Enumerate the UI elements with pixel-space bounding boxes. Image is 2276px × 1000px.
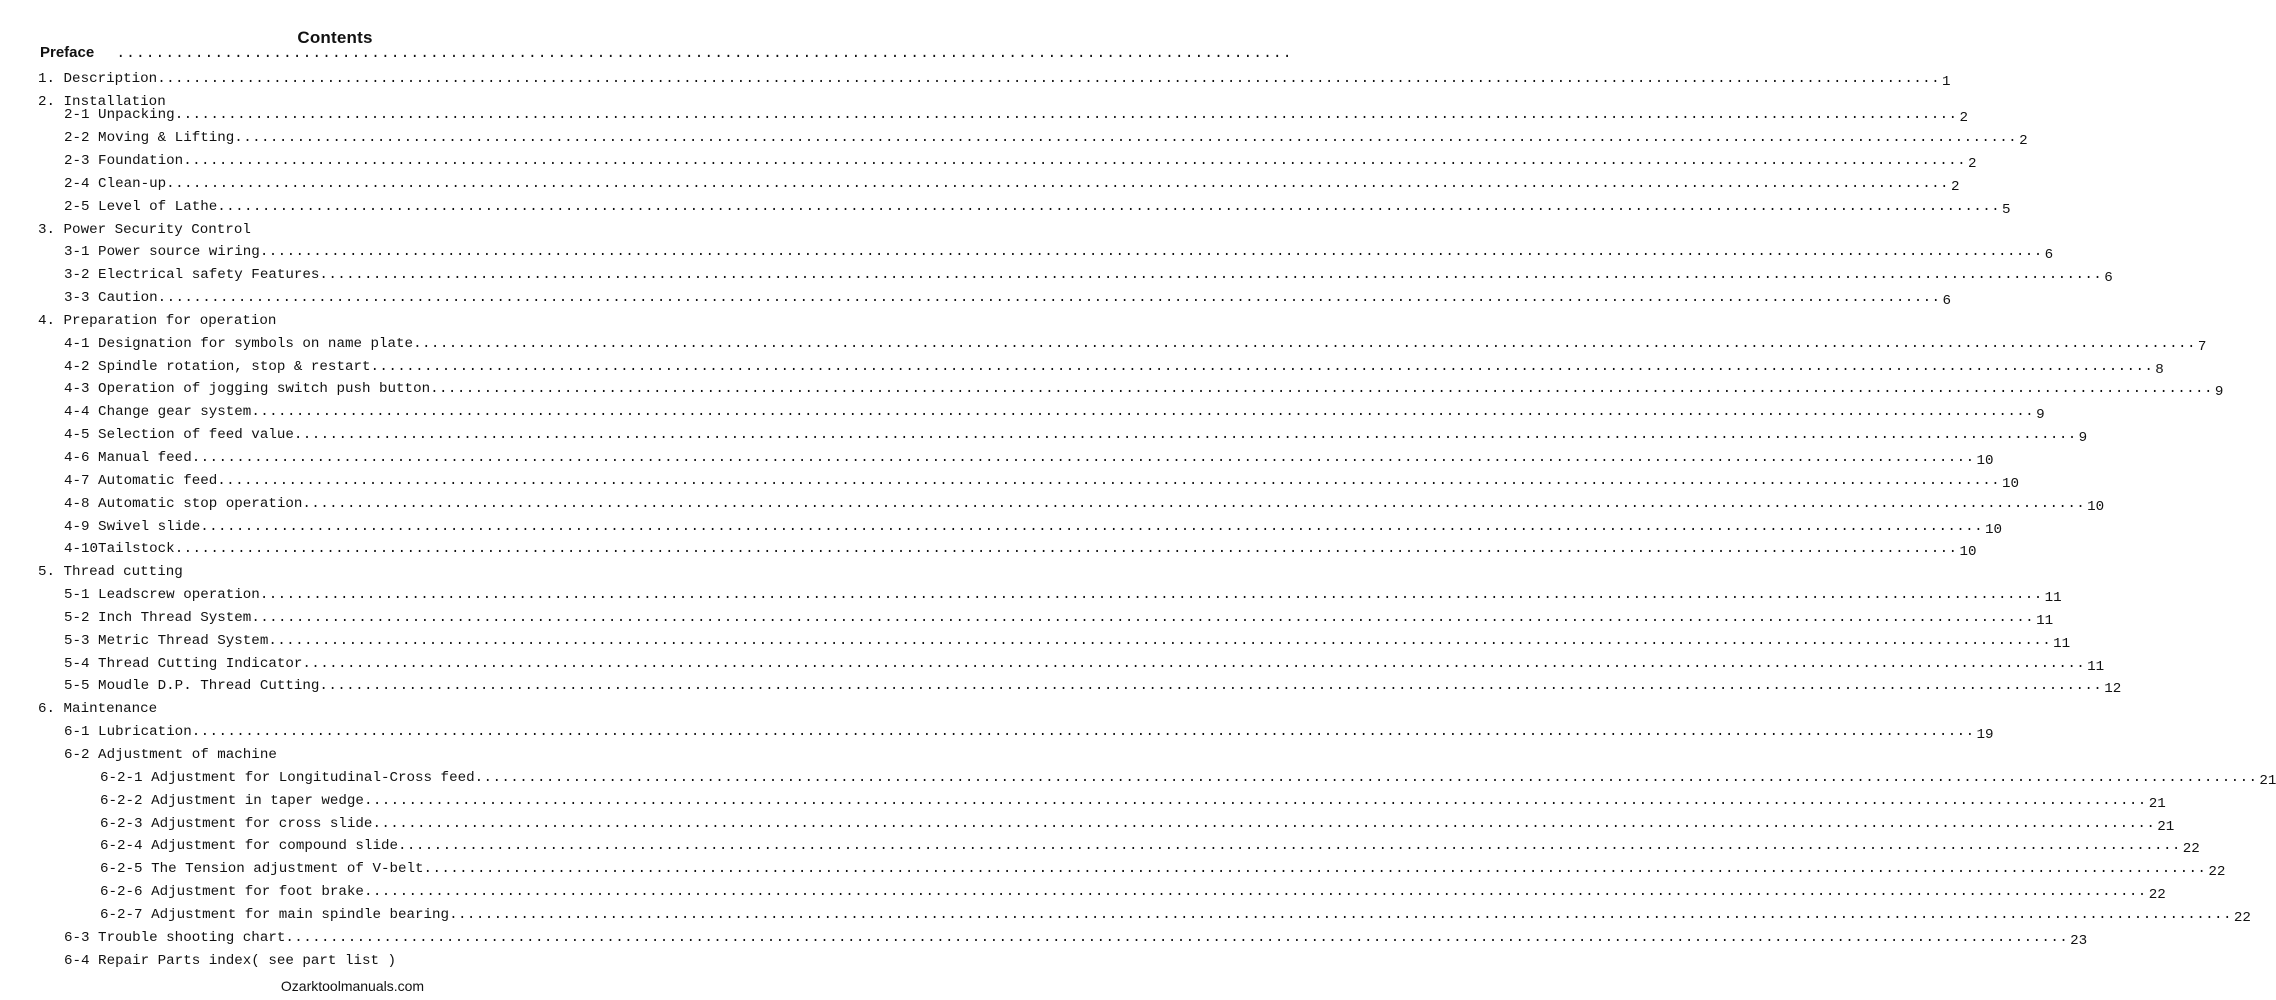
toc-page-number: 19 [1976, 727, 1994, 744]
toc-entry-label: 4-10Tailstock [64, 541, 175, 558]
toc-entry-label: 4-8 Automatic stop operation [64, 495, 303, 512]
toc-entry-label: 4-3 Operation of jogging switch push button [64, 381, 431, 398]
toc-entry [0, 905, 2251, 928]
toc-entry [0, 585, 2062, 608]
toc-page-number: 7 [2197, 338, 2207, 355]
toc-entry [0, 791, 2166, 814]
toc-entry-label: 4-7 Automatic feed [64, 472, 218, 489]
toc-entry [0, 105, 1968, 128]
toc-entry [0, 676, 2122, 699]
toc-entry [0, 562, 705, 585]
dot-leader: ........................................................................................................................................................................................................ [474, 769, 2258, 786]
toc-page-number: 22 [2233, 909, 2251, 926]
dot-leader: ........................................................................................................................................................................................................ [217, 198, 2001, 215]
dot-leader: ........................................................................................................................................................................................................ [423, 861, 2207, 878]
toc-entry-label: 6-2-7 Adjustment for main spindle bearing [100, 906, 450, 923]
toc-entry [0, 859, 2226, 882]
dot-leader: ........................................................................................................................................................................................................ [302, 655, 2086, 672]
toc-entry-label: 4-6 Manual feed [64, 450, 192, 466]
toc-entry-label: 6-2-3 Adjustment for cross slide [100, 815, 373, 832]
toc-entry [0, 631, 2071, 654]
toc-entry [0, 699, 705, 722]
toc-entry-label: 6-4 Repair Parts index( see part list ) [64, 952, 397, 969]
toc-entry-label: 5-2 Inch Thread System [64, 609, 252, 626]
toc-entry-label: 4-9 Swivel slide [64, 518, 201, 535]
toc-entry-label: 4-1 Designation for symbols on name plate [64, 335, 414, 352]
toc-entry [0, 357, 2164, 380]
toc-page-number: 21 [2259, 772, 2276, 789]
toc-entry-label: 2-5 Level of Lathe [64, 198, 218, 215]
toc-entry [0, 334, 2207, 357]
toc-entry [0, 722, 1994, 745]
toc-entry-label: 6-2-2 Adjustment in taper wedge [100, 792, 364, 809]
toc-page-number: 22 [2148, 887, 2166, 904]
dot-leader: ........................................................................................................................................................................................................ [191, 450, 1975, 466]
toc-page-number: 10 [2002, 475, 2020, 492]
toc-entry-label: 3. Power Security Control [38, 221, 251, 238]
dot-leader: ........................................................................................................................................................................................................ [370, 358, 2154, 375]
toc-entry-label: 2-4 Clean-up [64, 175, 167, 192]
toc-entry [0, 448, 1994, 471]
toc-page-number: 2 [1959, 110, 1968, 127]
toc-entry-label: 6-3 Trouble shooting chart [64, 929, 286, 946]
toc-page-number: 10 [1985, 521, 2003, 538]
toc-entry [0, 174, 1960, 197]
toc-entry-preface [40, 44, 1293, 62]
dot-leader: ........................................................................................................................................................................................................ [372, 815, 2156, 832]
toc-entry [0, 92, 705, 110]
toc-page-number: 6 [2044, 247, 2054, 264]
toc-entry-label: 3-2 Electrical safety Features [64, 267, 320, 284]
toc-entry-label: 5-5 Moudle D.P. Thread Cutting [64, 678, 320, 695]
dot-leader: ........................................................................................................................................................................................................ [285, 929, 2069, 946]
dot-leader: ........................................................................................................................................................................................................ [268, 632, 2052, 649]
toc-entry [0, 814, 2175, 837]
toc-page-number: 8 [2155, 361, 2164, 378]
footer-watermark: Ozarktoolmanuals.com [280, 978, 425, 994]
toc-entry [0, 928, 2088, 951]
toc-page-number: 9 [2214, 384, 2224, 401]
toc-entry-label: 3-3 Caution [64, 290, 158, 307]
toc-page-number: 11 [2087, 658, 2105, 675]
toc-page-number: 11 [2044, 590, 2062, 607]
toc-entry [0, 608, 2054, 631]
dot-leader: ........................................................................................................................................................................................................ [259, 587, 2043, 604]
toc-entry-label: 6-2-6 Adjustment for foot brake [100, 884, 364, 901]
toc-entry-label: 5. Thread cutting [38, 564, 183, 581]
toc-entry [0, 517, 2003, 540]
dot-leader: ........................................................................................................................................................................................................ [174, 541, 1958, 558]
toc-entry [0, 951, 705, 974]
toc-page-number: 9 [2036, 407, 2045, 424]
toc-entry [0, 242, 2054, 265]
toc-entry-label: 4-5 Selection of feed value [64, 427, 294, 444]
toc-entry [0, 197, 2011, 220]
dot-leader: ........................................................................................................................................................................................................ [183, 153, 1966, 170]
dot-leader: ........................................................................................................................................................................................................ [363, 792, 2147, 809]
dot-leader: ........................................................................................................................................................................................................ [319, 267, 2103, 284]
toc-page-number: 9 [2078, 430, 2088, 447]
toc-page-number: 5 [2002, 201, 2011, 218]
toc-entry-label: 2. Installation [38, 93, 166, 110]
toc-entry [0, 402, 2045, 425]
dot-leader: ........................................................................................................................................................................................................ [398, 838, 2181, 855]
toc-entry [0, 471, 2020, 494]
toc-page-number: 22 [2182, 841, 2200, 858]
dot-leader: ........................................................................................................................................................................................................ [319, 678, 2103, 695]
toc-page-number: 2 [2019, 133, 2028, 150]
toc-page-number: 2 [1967, 156, 1977, 173]
toc-page-number: 23 [2070, 932, 2088, 949]
dot-leader: ........................................................................................................................................................................................................ [251, 609, 2035, 626]
toc-entry-label: 6. Maintenance [38, 701, 158, 718]
toc-entry [0, 128, 2028, 151]
dot-leader: ........................................................................................................................ [116, 45, 1293, 62]
toc-entry-label: 5-1 Leadscrew operation [64, 587, 260, 604]
toc-entry-label: 6-2-5 The Tension adjustment of V-belt [100, 861, 424, 878]
toc-entry-label: 1. Description [38, 71, 158, 87]
toc-page-number: 10 [1959, 544, 1977, 561]
toc-entry-label: 4-4 Change gear system [64, 404, 252, 421]
toc-page-number: 12 [2104, 681, 2122, 698]
toc-entry-label: 5-4 Thread Cutting Indicator [64, 655, 303, 672]
toc-entry [0, 836, 2200, 859]
toc-entry [0, 768, 2276, 791]
toc-page-number: 6 [2104, 270, 2113, 287]
toc-page-number: 11 [2053, 635, 2071, 652]
toc-entry-label: 4-2 Spindle rotation, stop & restart [64, 358, 371, 375]
toc-entry-label: 6-1 Lubrication [64, 724, 192, 741]
dot-leader: ........................................................................................................................................................................................................ [363, 884, 2147, 901]
toc-entry [0, 69, 1951, 92]
dot-leader: ........................................................................................................................................................................................................ [174, 107, 1958, 124]
dot-leader: ........................................................................................................................................................................................................ [234, 130, 2018, 147]
dot-leader: ........................................................................................................................................................................................................ [449, 906, 2232, 923]
toc-entry-label: 2-1 Unpacking [64, 107, 175, 124]
toc-page-number: 10 [1976, 453, 1994, 469]
toc-entry-label: 6-2-4 Adjustment for compound slide [100, 838, 398, 855]
toc-entry-label: 6-2-1 Adjustment for Longitudinal-Cross feed [100, 769, 475, 786]
toc-page-number: 21 [2157, 818, 2175, 835]
toc-page-number: 11 [2036, 612, 2054, 629]
dot-leader: ........................................................................................................................................................................................................ [157, 290, 1941, 307]
toc-page-number: 6 [1942, 293, 1951, 310]
dot-leader: ........................................................................................................................................................................................................ [293, 427, 2077, 444]
toc-entry [0, 151, 1977, 174]
toc-entry-label: 2-2 Moving & Lifting [64, 130, 235, 147]
toc-entry [0, 494, 2105, 517]
toc-entry [0, 425, 2088, 448]
toc-page-number: 21 [2148, 795, 2166, 812]
dot-leader: ........................................................................................................................................................................................................ [302, 495, 2086, 512]
toc-entry-label: 4. Preparation for operation [38, 312, 277, 329]
dot-leader: ........................................................................................................................................................................................................ [430, 381, 2213, 398]
toc-entry [0, 539, 1977, 562]
toc-entry-label: 6-2 Adjustment of machine [64, 746, 277, 763]
toc-entry [0, 745, 705, 768]
toc-entry [0, 220, 705, 243]
toc-entry [0, 654, 2105, 677]
page-title: Contents [297, 28, 373, 47]
dot-leader: ........................................................................................................................................................................................................ [217, 472, 2001, 489]
dot-leader: ........................................................................................................................................................................................................ [157, 71, 1940, 87]
toc-entry [0, 265, 2113, 288]
toc-entry [0, 288, 1951, 311]
dot-leader: ........................................................................................................................................................................................................ [191, 724, 1975, 741]
dot-leader: ........................................................................................................................................................................................................ [413, 335, 2196, 352]
dot-leader: ........................................................................................................................................................................................................ [200, 518, 1984, 535]
dot-leader: ........................................................................................................................................................................................................ [251, 404, 2035, 421]
toc-entry-label: 5-3 Metric Thread System [64, 632, 269, 649]
dot-leader: ........................................................................................................................................................................................................ [166, 175, 1949, 192]
toc-entry [0, 379, 2224, 402]
toc-page-number: 1 [1941, 74, 1951, 90]
toc-entry [0, 311, 705, 334]
toc-entry [0, 882, 2166, 905]
toc-page-number: 22 [2208, 864, 2226, 881]
toc-list [0, 69, 2276, 973]
toc-entry-label: Preface [40, 44, 95, 61]
toc-page-number: 2 [1950, 178, 1960, 195]
dot-leader: ........................................................................................................................................................................................................ [259, 244, 2043, 261]
toc-entry-label: 2-3 Foundation [64, 153, 184, 170]
toc-entry-label: 3-1 Power source wiring [64, 244, 260, 261]
toc-page-number: 10 [2087, 498, 2105, 515]
